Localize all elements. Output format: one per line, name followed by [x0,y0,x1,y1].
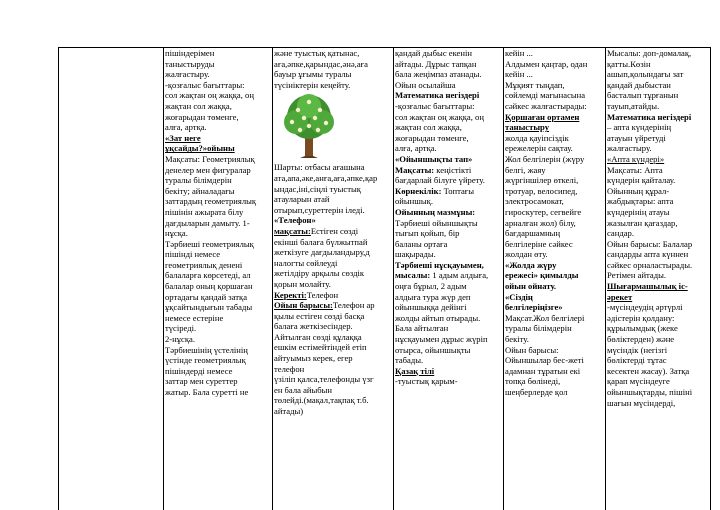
cell-paragraph [395,48,502,90]
table-cell-day-1 [165,48,263,510]
cell-paragraph [395,101,502,154]
paragraph-inline-text: Телефон [306,289,339,300]
paragraph-inline-text: Топтағы ойыншық. [395,185,475,207]
family-tree-image [276,92,342,158]
paragraph-inline-text: Естіген сөзді екінші балаға бүлжытпай жеткізуге дағдыландыру,д налогты сөйлеуді жетілдіру арқылы сөздік қорын молайту. [274,225,370,289]
paragraph-text: Қоршаған ортамен таныстыру [505,111,580,133]
paragraph-text: Керекті: [274,289,307,300]
cell-paragraph [165,154,263,398]
paragraph-text: қандай дыбыс екенін айтады. Дұрыс тапқан бала жеңімпаз атанады. Ойын осылайша [395,48,482,90]
cell-paragraph [395,186,502,207]
cell-paragraph [395,260,502,271]
cell-paragraph [274,290,392,301]
column-divider [163,47,164,510]
cell-paragraph [607,302,709,408]
paragraph-text: «Телефон» [274,215,316,226]
cell-paragraph [274,226,392,290]
cell-paragraph [395,376,502,387]
paragraph-text: «Зат неге ұқсайды?»ойыны [165,132,235,154]
paragraph-text: -мүсіндеудің әртүрлі әдістерін қолдану: құрылымдық (жеке бөліктерден) және мүсіндік (негізгі бөліктерді тұтас кесектен жасау). Затқа қарап мүсіндеуге ойыншықтарды, пішіні шағын мүсіндерді, [607,302,693,408]
column-divider [503,47,504,510]
cell-paragraph [274,162,392,215]
paragraph-text: Шарты: отбасы ағашына ата,апа,әке,анға,аға,әпке,қар ындас,іні,сіңлі туыстық атауларын атай отырып,суреттерін іледі. [274,162,378,215]
column-divider [393,47,394,510]
cell-paragraph [274,48,392,90]
column-divider [710,47,711,510]
paragraph-text: – апта күндерінің атауын үйретуді жалғастыру. [607,122,672,154]
paragraph-text: Мақсаты: [395,164,435,175]
paragraph-text: кейін ... Алдымен қаңтар, одан кейін ... Мұқият тыңдап, сөйлемді мағынасына сәйкес жалғастырады: [505,48,588,111]
paragraph-text: Мақсаты: Апта күндерін қайталау. Ойынның құрал- жабдықтары: апта күндерінің атауы жазылған қағаздар, сандар. Ойын барысы: Балалар сандарды апта күннен сәйкес орналастырады. Ретімен айтады. [607,164,693,281]
cell-paragraph [505,313,604,398]
paragraph-text: Математика негіздері [607,111,692,122]
paragraph-text: Мысалы: доп-домалақ, қатты.Көзін ашып,қолындағы зат қандай дыбыстан басталып тұрғанын тауып,атайды. [607,48,692,111]
cell-paragraph [395,270,502,365]
cell-paragraph [607,154,709,165]
cell-paragraph [274,300,392,417]
table-cell-day-3 [395,48,502,510]
paragraph-text: Көрнекілік: [395,185,442,196]
cell-paragraph [395,207,502,218]
paragraph-text: мысалы: [395,270,431,281]
cell-paragraph [505,48,604,112]
paragraph-text: Мақсат. [505,312,534,323]
paragraph-text: Математика негіздері [395,90,480,101]
cell-paragraph [607,165,709,282]
paragraph-text: пішіндерімен таныстыруды жалғастыру. -қозғалыс бағыттары: сол жақтан оң жаққа, оң жақтан сол жаққа, жоғарыдан төменге, алға, артқа. [165,48,254,133]
paragraph-text: Тәрбиеші нұсқауымен, [395,259,484,270]
paragraph-inline-text: Жол белгілері туралы білімдерін бекіту. Ойын барысы: Ойыншылар бес-жеті адамнан тұратын екі топқа бөлінеді, шеңберлерде қол [505,312,585,397]
paragraph-text: Шығармашылық іс- әрекет [607,281,688,302]
cell-paragraph [395,154,502,165]
cell-paragraph [607,281,709,302]
column-divider [605,47,606,510]
cell-paragraph [395,218,502,260]
cell-paragraph [395,165,502,186]
paragraph-text: -туыстық қарым- [395,376,458,387]
cell-paragraph [505,292,604,313]
cell-paragraph [505,112,604,133]
column-divider [58,47,59,510]
paragraph-text: -қозғалыс бағыттары: сол жақтан оң жаққа, оң жақтан сол жаққа, жоғарыдан төменге, алға, артқа. [395,100,484,154]
paragraph-text: «Ойыншықты тап» [395,153,473,164]
paragraph-text: «Жолда жүру ережесі» қимылды ойын ойнату. [505,259,579,292]
paragraph-text: «Сіздің белгілеріңізге» [505,291,563,313]
cell-paragraph [607,112,709,123]
paragraph-inline-text: 1 адым алдыға, оңға бұрыл, 2 адым алдыға тура жүр деп ойыншыққа дейінгі жолды айтып отырады. Бала айтылған нұсқауымен дұрыс жүріп отырса, ойыншықты табады. [395,270,489,366]
paragraph-text: Тәрбиеші ойыншықты тығып қойып, бір баланы ортаға шақырады. [395,217,478,260]
paragraph-inline-text: кеңістікті бағдарлай білуге үйрету. [395,164,485,186]
table-cell-day-4 [505,48,604,510]
paragraph-text: Қазақ тілі [395,365,435,376]
cell-paragraph [395,366,502,377]
paragraph-inline-text: Телефон ар қылы естіген сөзді басқа балаға жеткізесіндер. Айтылған сөзді құлаққа ешкім естімейтіндей етіп айтуымыз керек, егер телефон үзіліп қалса,телефонды үзг ен бала айыбын төлейді.(мақал,тақпақ т.б. айтады) [274,300,375,417]
cell-paragraph [395,90,502,101]
cell-paragraph [165,48,263,133]
paragraph-text: «Апта күндері» [607,153,665,164]
cell-paragraph [274,215,392,226]
paragraph-text: және туыстық қатынас, аға,әпке,қарындас,әнә,аға бауыр ұғымы туралы түсініктерін кеңейту. [274,48,368,90]
paragraph-text: Ойын барысы: [274,300,333,311]
paragraph-text: мақсаты: [274,225,311,236]
cell-paragraph [607,48,709,112]
paragraph-text: Ойынның мазмұны: [395,206,476,217]
paragraph-text: жолда қауіпсіздік ережелерін сақтау. Жол белгілерін (жүру белгі, жаяу жүргіншілер өткелі, тротуар, велосипед, электросамокат, гироскутер, сегвейге арналған жол) білу, бағдаршамның белгілеріне сәйкес жолдан өту. [505,132,585,260]
paragraph-text: Мақсаты: Геометриялық денелер мен фигуралар туралы білімдерін бекіту; айналадағы заттардың геометриялық пішінін ажырата білу дағдыларын дамыту. 1- нұсқа. Тәрбиеші геометриялық пішінді немесе геометриялық денені балаларға көрсетеді, ал балалар оның қоршаған ортадағы қандай затқа ұқсайтындығын табады немесе естеріне түсіреді. 2-нұсқа. Тәрбиешінің үстелінің үстінде геометриялық пішіндерді немесе заттар мен суреттер жатыр. Бала суретті не [165,153,257,397]
cell-paragraph [505,260,604,292]
table-cell-day-2 [274,48,392,510]
column-divider [272,47,273,510]
cell-paragraph [165,133,263,154]
cell-paragraph [607,122,709,154]
cell-paragraph [505,133,604,260]
table-cell-day-5 [607,48,709,510]
